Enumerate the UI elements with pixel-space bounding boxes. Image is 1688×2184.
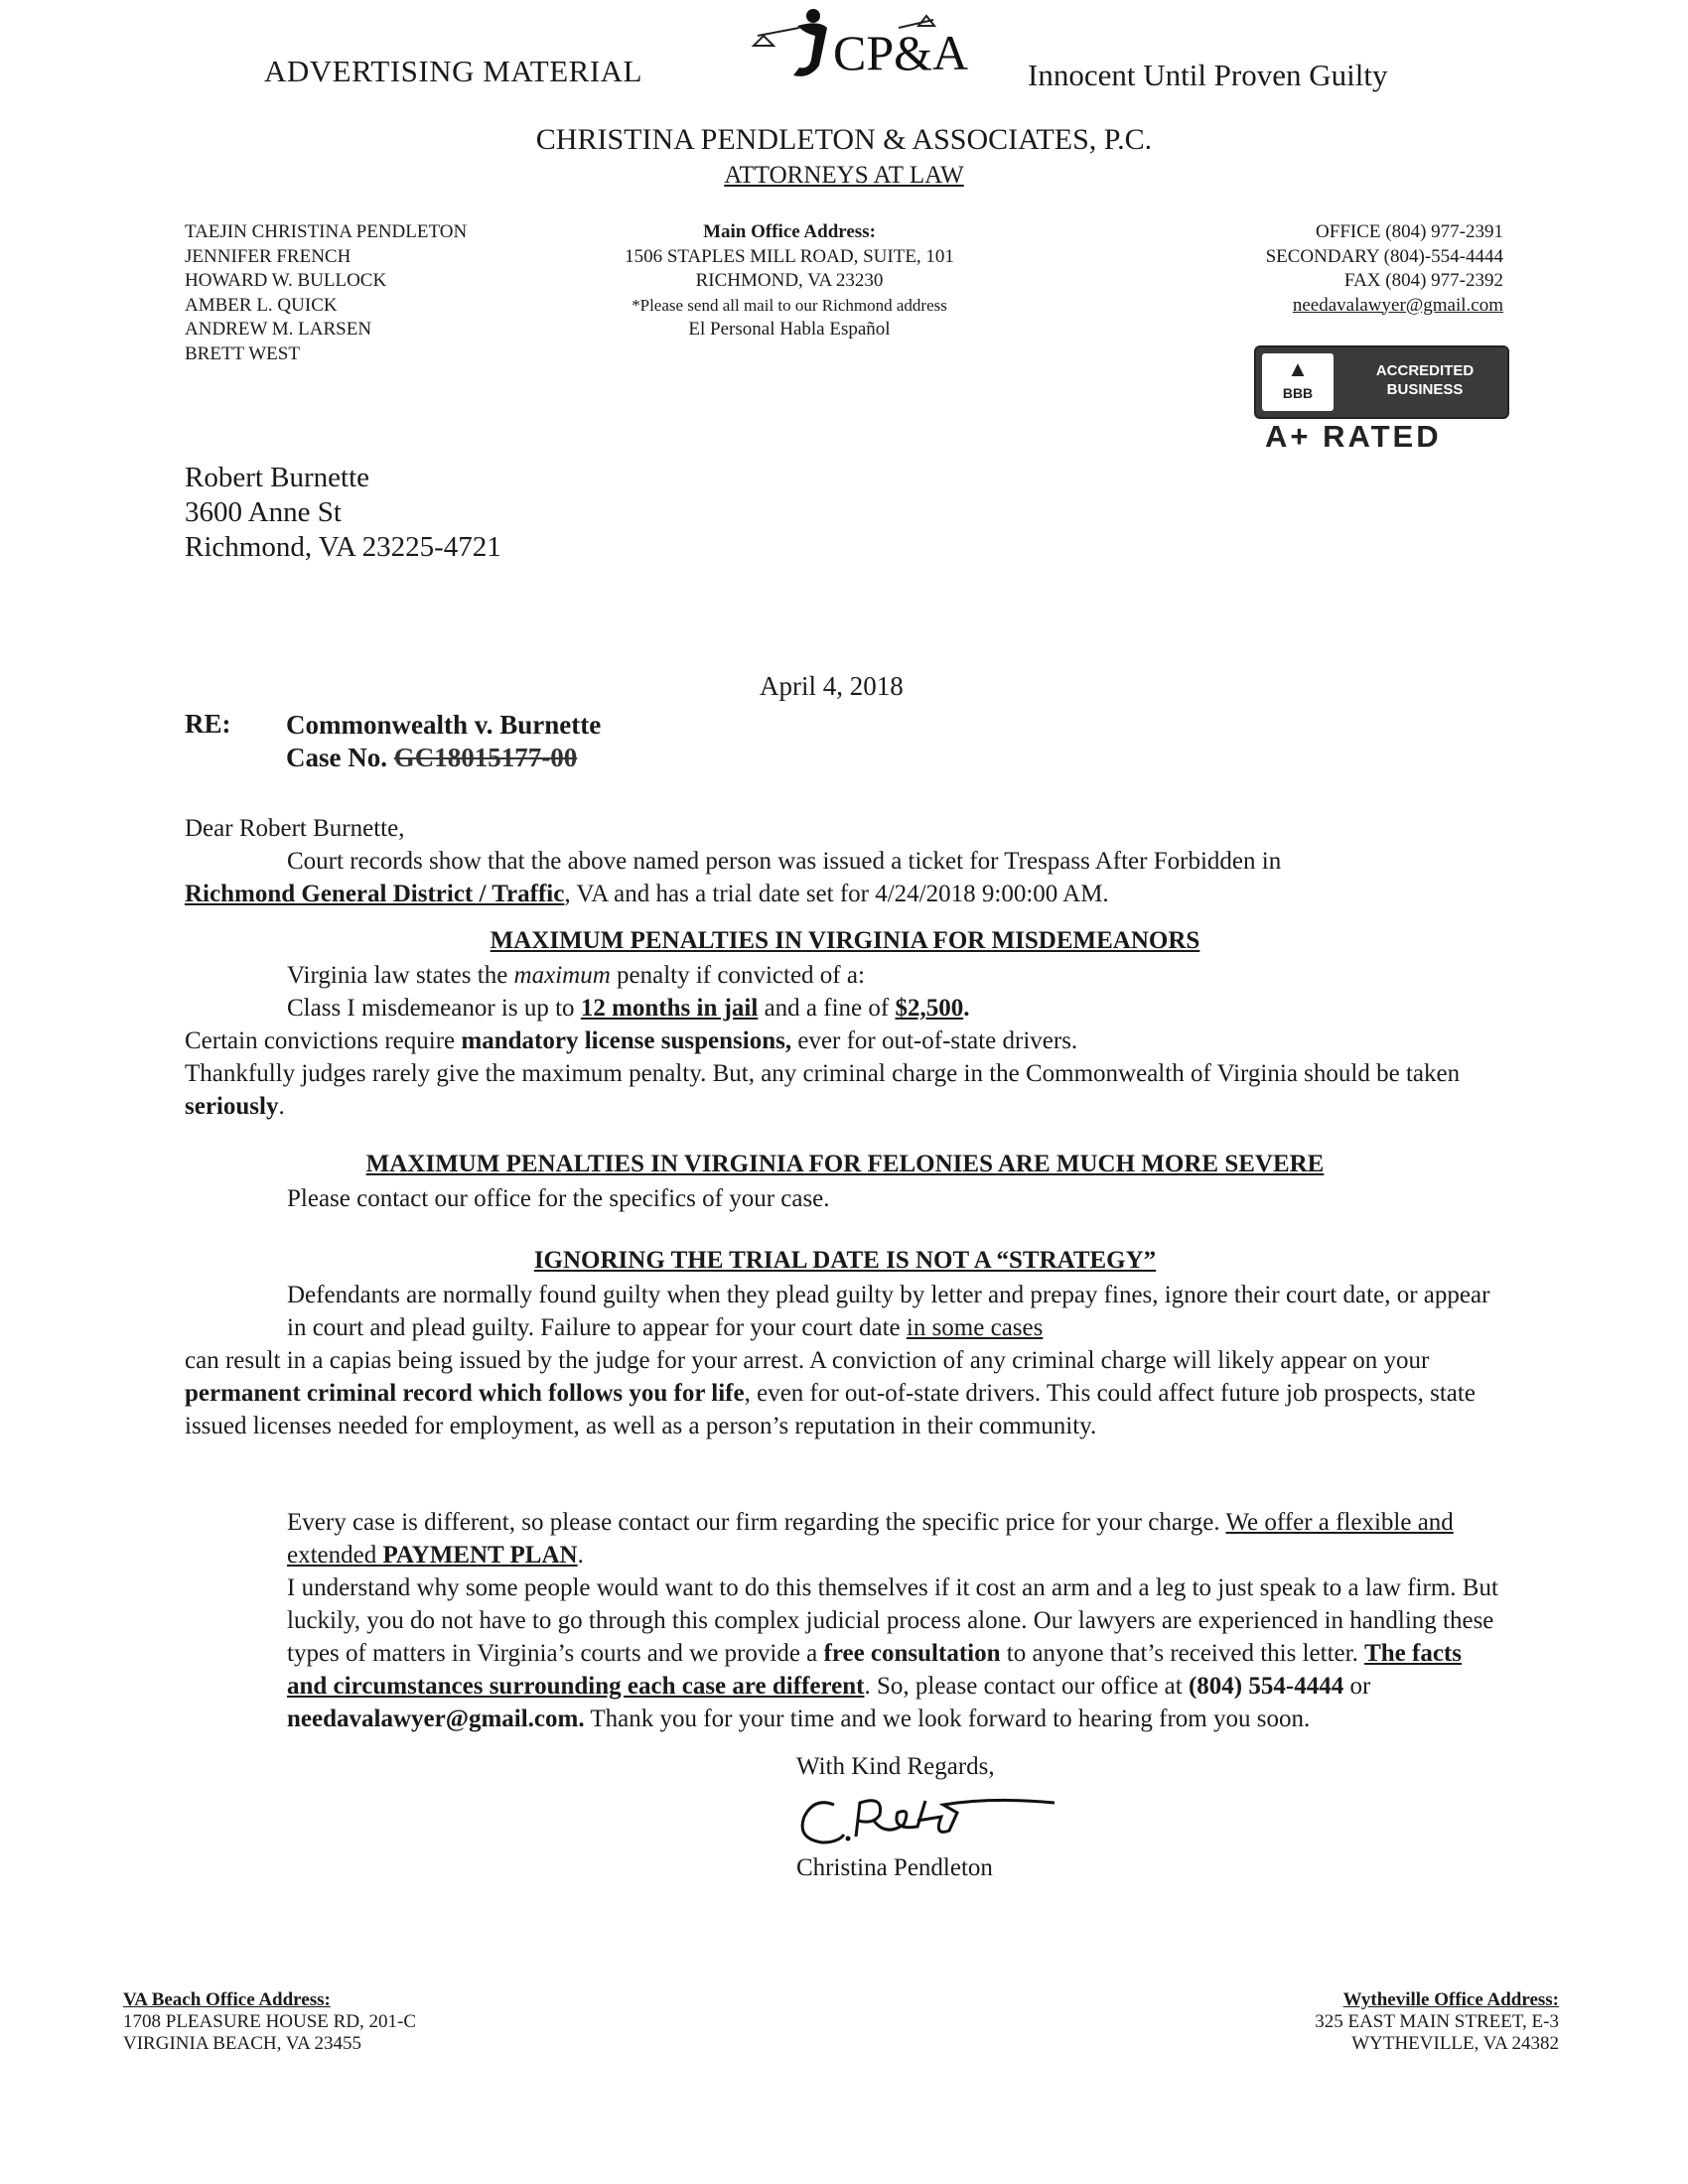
case-number-label: Case No. — [286, 743, 394, 772]
mail-note: *Please send all mail to our Richmond address — [632, 295, 947, 315]
class-text: Class I misdemeanor is up to — [287, 995, 581, 1022]
case-number-line — [286, 742, 601, 774]
heading-misdemeanors: MAXIMUM PENALTIES IN VIRGINIA FOR MISDEMEANORS — [490, 927, 1200, 954]
case-title: Commonwealth v. Burnette — [286, 710, 602, 740]
capias-text: can result in a capias being issued by the judge for your arrest. A conviction of any criminal charge will likely appear on your — [185, 1347, 1430, 1374]
attorney-name: BRETT WEST — [185, 342, 300, 364]
felonies-text: Please contact our office for the specifics of your case. — [287, 1185, 830, 1212]
attorney-name: ANDREW M. LARSEN — [185, 319, 372, 340]
capias-text-end: , even for out-of-state drivers. This could affect future job prospects, state issued licenses needed for employment, as well as a person’s reputation in their community. — [185, 1380, 1476, 1439]
attorney-name: HOWARD W. BULLOCK — [185, 270, 387, 291]
main-office-block — [556, 220, 1023, 342]
intro-text-end: , VA and has a trial date set for 4/24/2018 9:00:00 AM. — [564, 881, 1109, 907]
firm-logo — [750, 6, 969, 87]
firm-name: CHRISTINA PENDLETON & ASSOCIATES, P.C. — [535, 123, 1153, 156]
attorney-name: TAEJIN CHRISTINA PENDLETON — [185, 221, 468, 242]
paragraph-misdemeanors — [185, 959, 1505, 1123]
case-number: GC18015177-00 — [393, 743, 578, 772]
wytheville-line1: 325 EAST MAIN STREET, E-3 — [1315, 2011, 1559, 2032]
closing-text: Thank you for your time and we look forward to hearing from you soon. — [584, 1706, 1311, 1732]
recipient-street: 3600 Anne St — [185, 496, 342, 528]
va-beach-line2: VIRGINIA BEACH, VA 23455 — [123, 2033, 361, 2054]
bbb-accredited-line2: BUSINESS — [1386, 381, 1464, 398]
contact-phone: (804) 554-4444 — [1188, 1673, 1344, 1700]
fine-text: and a fine of — [758, 995, 896, 1022]
contact-block — [1266, 220, 1503, 318]
penalty-text: Thankfully judges rarely give the maximum penalty. But, any criminal charge in the Commonwealth of Virginia should be taken — [185, 1060, 1461, 1087]
closing-regards: With Kind Regards, — [796, 1753, 995, 1780]
logo-text: CP&A — [833, 25, 969, 80]
fine-amount: $2,500 — [895, 995, 964, 1022]
re-label: RE: — [185, 709, 231, 739]
trial-underline: in some cases — [906, 1314, 1044, 1341]
fax-number: FAX (804) 977-2392 — [1343, 270, 1503, 291]
heading-felonies: MAXIMUM PENALTIES IN VIRGINIA FOR FELONIES ARE MUCH MORE SEVERE — [365, 1151, 1325, 1177]
recipient-city: Richmond, VA 23225-4721 — [185, 531, 501, 563]
contact-text: . So, please contact our office at — [864, 1673, 1189, 1700]
maximum-emphasis: maximum — [513, 962, 611, 989]
price-text: Every case is different, so please contact our firm regarding the specific price for your charge. — [287, 1509, 1226, 1536]
paragraph-felonies — [185, 1182, 1505, 1215]
va-beach-label: VA Beach Office Address: — [123, 1989, 331, 2010]
intro-text: Court records show that the above named person was issued a ticket for Trespass After Forbidden in — [287, 848, 1282, 875]
recipient-name: Robert Burnette — [185, 462, 370, 493]
consultation-text: I understand why some people would want to do this themselves if it cost an arm and a leg to just speak to a law firm. But luckily, you do not have to go through this complex judicial process alone. Our lawyers are experienced in handling these types of matters in Virginia’s courts and we provide a — [287, 1574, 1498, 1667]
letter-date: April 4, 2018 — [760, 671, 904, 701]
re-block — [286, 709, 601, 774]
free-consultation: free consultation — [823, 1640, 1001, 1667]
main-office-label: Main Office Address: — [703, 221, 876, 242]
main-office-line2: RICHMOND, VA 23230 — [695, 270, 884, 291]
consultation-text-mid: to anyone that’s received this letter. — [1000, 1640, 1365, 1667]
heading-trial-date: IGNORING THE TRIAL DATE IS NOT A “STRATEGY” — [533, 1247, 1157, 1274]
va-beach-line1: 1708 PLEASURE HOUSE RD, 201-C — [123, 2011, 417, 2032]
payment-plan: PAYMENT PLAN — [382, 1542, 578, 1569]
office-phone: OFFICE (804) 977-2391 — [1316, 221, 1503, 242]
secondary-phone: SECONDARY (804)-554-4444 — [1265, 245, 1503, 267]
email-link[interactable]: needavalawyer@gmail.com — [1292, 294, 1503, 316]
paragraph-intro — [185, 845, 1505, 910]
tagline: Innocent Until Proven Guilty — [1028, 58, 1388, 92]
bbb-accredited-text — [1345, 361, 1504, 399]
contact-email[interactable]: needavalawyer@gmail.com. — [287, 1706, 585, 1732]
wytheville-line2: WYTHEVILLE, VA 24382 — [1351, 2033, 1559, 2054]
salutation: Dear Robert Burnette, — [185, 815, 405, 842]
main-office-line1: 1506 STAPLES MILL ROAD, SUITE, 101 — [625, 245, 954, 267]
signature-image — [794, 1787, 1062, 1856]
facts-emphasis: The facts and circumstances surrounding each case are different — [287, 1640, 1462, 1700]
jail-term: 12 months in jail — [580, 995, 759, 1022]
payment-period: . — [577, 1542, 584, 1569]
wytheville-label: Wytheville Office Address: — [1342, 1989, 1559, 2010]
contact-or: or — [1343, 1673, 1371, 1700]
torch-icon: ▲ — [1287, 356, 1309, 381]
license-text-end: ever for out-of-state drivers. — [791, 1027, 1078, 1054]
attorney-name: JENNIFER FRENCH — [185, 245, 352, 267]
license-emphasis: mandatory license suspensions, — [461, 1027, 792, 1054]
seriously-emphasis: seriously — [185, 1093, 279, 1120]
payment-text: We offer a flexible and extended — [287, 1509, 1454, 1569]
license-text: Certain convictions require — [185, 1027, 462, 1054]
bbb-accredited-line1: ACCREDITED — [1375, 362, 1475, 379]
attorney-list — [185, 220, 467, 366]
advertising-label: ADVERTISING MATERIAL — [264, 54, 642, 88]
paragraph-trial-date — [185, 1279, 1505, 1442]
trial-text: Defendants are normally found guilty when they plead guilty by letter and prepay fines, ignore their court date, or appear in court and plead guilty. Failure to appear for your court date — [287, 1282, 1490, 1341]
firm-subtitle: ATTORNEYS AT LAW — [724, 162, 964, 189]
court-name: Richmond General District / Traffic — [185, 881, 565, 907]
bbb-logo-text: BBB — [1282, 385, 1314, 401]
bbb-badge — [1254, 345, 1509, 419]
penalty-period: . — [278, 1093, 285, 1120]
bbb-logo — [1262, 353, 1334, 411]
record-emphasis: permanent criminal record which follows you for life — [185, 1380, 745, 1407]
bbb-rating: A+ RATED — [1265, 419, 1442, 454]
paragraph-payment — [185, 1506, 1505, 1735]
signer-name: Christina Pendleton — [796, 1854, 993, 1881]
attorney-name: AMBER L. QUICK — [185, 294, 338, 316]
wytheville-office — [1315, 1989, 1559, 2055]
law-text-end: penalty if convicted of a: — [610, 962, 865, 989]
fine-period: . — [963, 995, 970, 1022]
spanish-note: El Personal Habla Español — [688, 319, 891, 340]
recipient-address — [185, 461, 501, 565]
va-beach-office — [123, 1989, 416, 2055]
law-text: Virginia law states the — [287, 962, 514, 989]
